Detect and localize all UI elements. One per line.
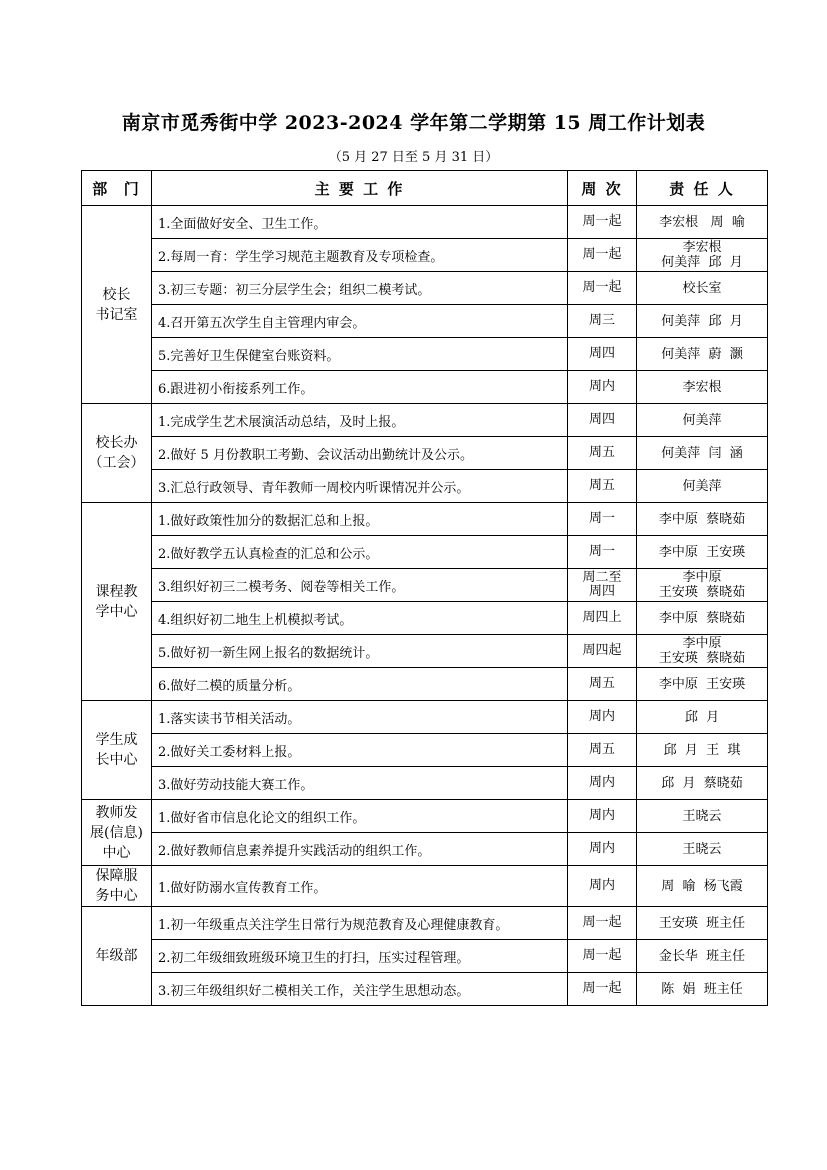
task-cell: 2.每周一育：学生学习规范主题教育及专项检查。 [152,239,568,272]
task-cell: 1.做好防溺水宣传教育工作。 [152,866,568,907]
week-cell: 周一起 [568,272,637,305]
task-cell: 2.初二年级细致班级环境卫生的打扫，压实过程管理。 [152,940,568,973]
week-cell: 周内 [568,866,637,907]
person-cell: 何美萍 [637,404,768,437]
department-cell: 校长 书记室 [82,206,152,404]
page-title: 南京市觅秀街中学 2023-2024 学年第二学期第 15 周工作计划表 [121,112,706,134]
table-row [82,536,768,569]
task-cell: 6.跟进初小衔接系列工作。 [152,371,568,404]
task-cell: 2.做好教学五认真检查的汇总和公示。 [152,536,568,569]
week-cell: 周一起 [568,940,637,973]
week-cell: 周五 [568,734,637,767]
table-body [82,206,768,1006]
table-row [82,635,768,668]
week-cell: 周五 [568,668,637,701]
header-week: 周 次 [568,171,637,206]
task-cell: 3.初三年级组织好二模相关工作，关注学生思想动态。 [152,973,568,1006]
person-cell: 陈 娟 班主任 [637,973,768,1006]
table-row [82,800,768,833]
table-row [82,940,768,973]
table-row [82,767,768,800]
week-cell: 周四 [568,338,637,371]
table-row [82,338,768,371]
task-cell: 1.落实读书节相关活动。 [152,701,568,734]
task-cell: 2.做好教师信息素养提升实践活动的组织工作。 [152,833,568,866]
week-cell: 周一起 [568,239,637,272]
person-cell: 何美萍 邱 月 [637,305,768,338]
week-cell: 周一起 [568,206,637,239]
table-row [82,404,768,437]
table-row [82,437,768,470]
table-row [82,305,768,338]
week-cell: 周四上 [568,602,637,635]
week-cell: 周内 [568,371,637,404]
task-cell: 3.组织好初三二模考务、阅卷等相关工作。 [152,569,568,602]
week-cell: 周内 [568,767,637,800]
task-cell: 1.初一年级重点关注学生日常行为规范教育及心理健康教育。 [152,907,568,940]
table-row [82,907,768,940]
task-cell: 5.完善好卫生保健室台账资料。 [152,338,568,371]
table-row [82,272,768,305]
task-cell: 1.做好省市信息化论文的组织工作。 [152,800,568,833]
person-cell: 邱 月 蔡晓茹 [637,767,768,800]
table-row [82,569,768,602]
week-cell: 周一 [568,536,637,569]
week-cell: 周内 [568,800,637,833]
table-row [82,701,768,734]
person-cell: 李中原 王安瑛 蔡晓茹 [637,635,768,668]
person-cell: 周 喻 杨飞霞 [637,866,768,907]
person-cell: 李中原 王安瑛 [637,536,768,569]
table-row [82,866,768,907]
week-cell: 周内 [568,833,637,866]
table-row [82,602,768,635]
person-cell: 李中原 蔡晓茹 [637,602,768,635]
person-cell: 王晓云 [637,833,768,866]
task-cell: 3.初三专题：初三分层学生会；组织二模考试。 [152,272,568,305]
task-cell: 1.完成学生艺术展演活动总结，及时上报。 [152,404,568,437]
person-cell: 李中原 蔡晓茹 [637,503,768,536]
week-cell: 周三 [568,305,637,338]
person-cell: 邱 月 王 琪 [637,734,768,767]
task-cell: 5.做好初一新生网上报名的数据统计。 [152,635,568,668]
week-cell: 周一起 [568,907,637,940]
task-cell: 3.汇总行政领导、青年教师一周校内听课情况并公示。 [152,470,568,503]
table-row [82,734,768,767]
table-row [82,239,768,272]
person-cell: 李中原 王安瑛 [637,668,768,701]
person-cell: 李中原 王安瑛 蔡晓茹 [637,569,768,602]
department-cell: 保障服 务中心 [82,866,152,907]
week-cell: 周五 [568,470,637,503]
person-cell: 李宏根 周 喻 [637,206,768,239]
task-cell: 4.组织好初二地生上机模拟考试。 [152,602,568,635]
task-cell: 1.做好政策性加分的数据汇总和上报。 [152,503,568,536]
task-cell: 1.全面做好安全、卫生工作。 [152,206,568,239]
person-cell: 王晓云 [637,800,768,833]
person-cell: 李宏根 [637,371,768,404]
header-task: 主 要 工 作 [152,171,568,206]
task-cell: 4.召开第五次学生自主管理内审会。 [152,305,568,338]
table-row [82,371,768,404]
week-cell: 周四起 [568,635,637,668]
department-cell: 年级部 [82,907,152,1006]
week-cell: 周五 [568,437,637,470]
table-row [82,973,768,1006]
week-cell: 周四 [568,404,637,437]
week-cell: 周一 [568,503,637,536]
week-cell: 周内 [568,701,637,734]
date-range: （5 月 27 日至 5 月 31 日） [328,150,499,165]
task-cell: 3.做好劳动技能大赛工作。 [152,767,568,800]
department-cell: 校长办 （工会） [82,404,152,503]
person-cell: 校长室 [637,272,768,305]
table-row [82,503,768,536]
header-dept: 部 门 [82,171,152,206]
table-row [82,833,768,866]
task-cell: 2.做好 5 月份教职工考勤、会议活动出勤统计及公示。 [152,437,568,470]
department-cell: 学生成 长中心 [82,701,152,800]
person-cell: 何美萍 闫 涵 [637,437,768,470]
person-cell: 李宏根 何美萍 邱 月 [637,239,768,272]
table-row [82,668,768,701]
person-cell: 何美萍 [637,470,768,503]
work-plan-table [81,170,768,1006]
week-cell: 周二至 周四 [568,569,637,602]
table-row [82,470,768,503]
task-cell: 2.做好关工委材料上报。 [152,734,568,767]
task-cell: 6.做好二模的质量分析。 [152,668,568,701]
department-cell: 课程教 学中心 [82,503,152,701]
department-cell: 教师发 展(信息) 中心 [82,800,152,866]
week-cell: 周一起 [568,973,637,1006]
header-row [82,171,768,206]
table-row [82,206,768,239]
person-cell: 何美萍 蔚 灏 [637,338,768,371]
header-person: 责 任 人 [637,171,768,206]
person-cell: 王安瑛 班主任 [637,907,768,940]
person-cell: 邱 月 [637,701,768,734]
person-cell: 金长华 班主任 [637,940,768,973]
